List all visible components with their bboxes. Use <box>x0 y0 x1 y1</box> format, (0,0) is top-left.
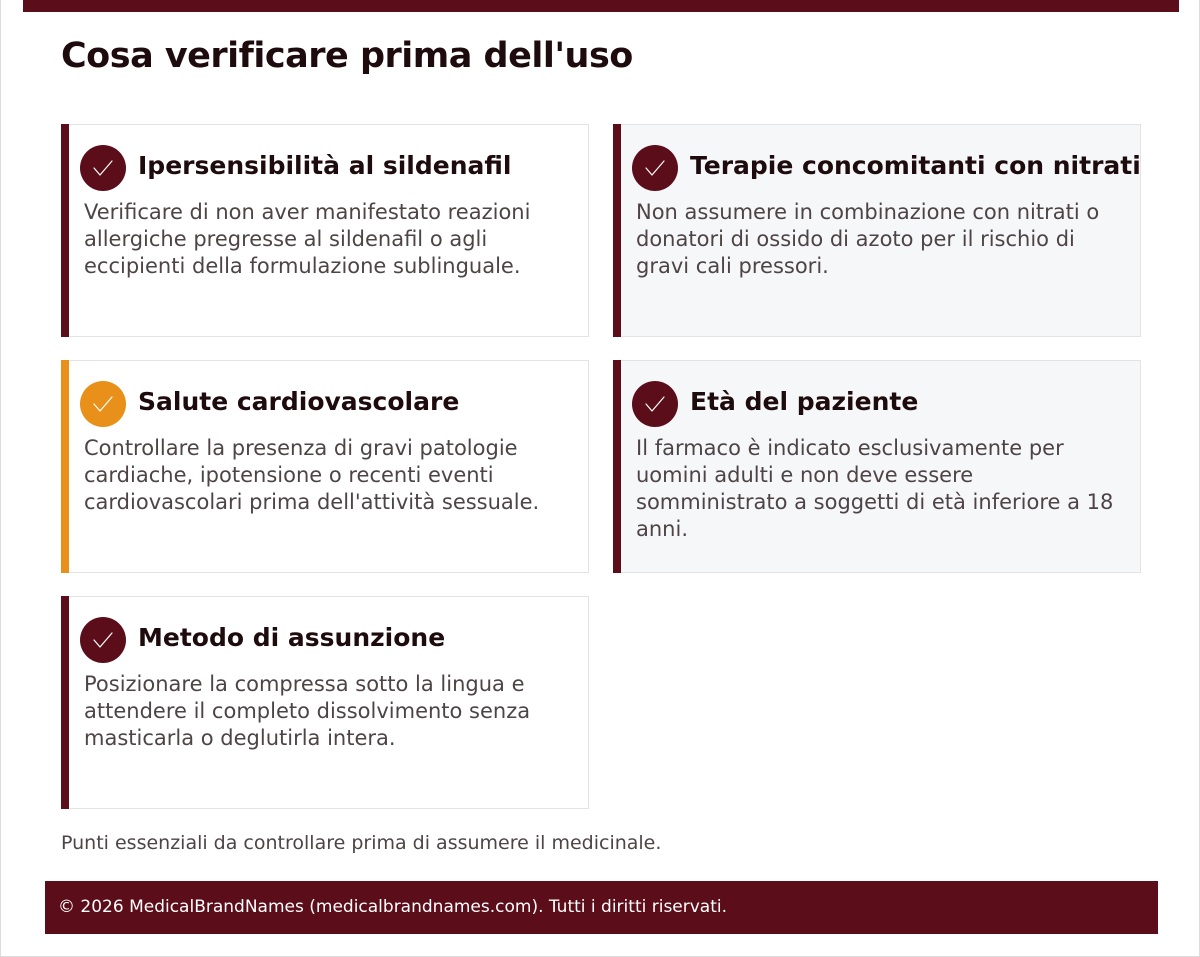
page-title: Cosa verificare prima dell'uso <box>61 36 633 76</box>
card-text: Il farmaco è indicato esclusivamente per uomini adulti e non deve essere somministrato a soggetti di età inferiore a 18 anni. <box>636 436 1114 541</box>
top-accent-bar <box>23 0 1179 12</box>
card-title: Età del paziente <box>690 387 919 416</box>
card-title: Ipersensibilità al sildenafil <box>138 151 512 180</box>
card-text: Non assumere in combinazione con nitrati o donatori di ossido di azoto per il rischio di gravi cali pressori. <box>636 200 1100 278</box>
card-title: Salute cardiovascolare <box>138 387 460 416</box>
footer <box>45 881 1158 934</box>
checklist-card <box>61 596 589 809</box>
card-title: Terapie concomitanti con nitrati <box>690 151 1141 180</box>
card-accent-bar <box>61 360 69 573</box>
checklist-card <box>613 360 1141 573</box>
check-circle-icon <box>632 381 678 427</box>
check-circle-icon <box>80 145 126 191</box>
checklist-card <box>613 124 1141 337</box>
figure-caption: Punti essenziali da controllare prima di assumere il medicinale. <box>61 832 662 854</box>
check-circle-icon <box>632 145 678 191</box>
card-accent-bar <box>613 124 621 337</box>
card-accent-bar <box>613 360 621 573</box>
check-circle-icon <box>80 617 126 663</box>
checklist-card <box>61 124 589 337</box>
checklist-card <box>61 360 589 573</box>
card-text: Controllare la presenza di gravi patologie cardiache, ipotensione o recenti eventi cardiovascolari prima dell'attività sessuale. <box>84 436 540 514</box>
card-accent-bar <box>61 596 69 809</box>
check-circle-icon <box>80 381 126 427</box>
card-text: Posizionare la compressa sotto la lingua e attendere il completo dissolvimento senza masticarla o deglutirla intera. <box>84 672 531 750</box>
card-accent-bar <box>61 124 69 337</box>
copyright-text: © 2026 MedicalBrandNames (medicalbrandnames.com). Tutti i diritti riservati. <box>58 897 728 917</box>
card-text: Verificare di non aver manifestato reazioni allergiche pregresse al sildenafil o agli eccipienti della formulazione sublinguale. <box>84 200 531 278</box>
card-title: Metodo di assunzione <box>138 623 446 652</box>
